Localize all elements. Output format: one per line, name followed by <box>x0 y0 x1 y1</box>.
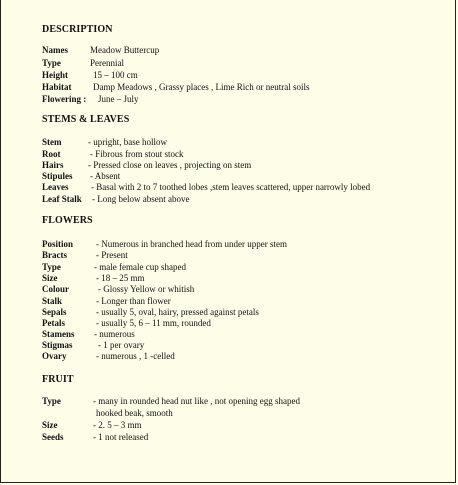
flowers-value: - Longer than flower <box>96 296 171 306</box>
description-value: 15 – 100 cm <box>93 70 138 80</box>
fruit-value: - 1 not released <box>93 432 149 442</box>
flowers-value: - 18 – 25 mm <box>96 273 145 283</box>
description-value: Damp Meadows , Grassy places , Lime Rich or neutral soils <box>93 82 310 92</box>
stems-leaves-value: - Basal with 2 to 7 toothed lobes ,stem leaves scattered, upper narrowly lobed <box>91 182 371 192</box>
flowers-value: - Numerous in branched head from under upper stem <box>96 239 287 249</box>
description-key: Flowering : <box>42 94 87 104</box>
description-key: Names <box>42 45 68 55</box>
flowers-key: Stigmas <box>42 340 73 350</box>
stems-leaves-value: - Fibrous from stout stock <box>90 149 184 159</box>
flowers-value: - numerous <box>94 329 135 339</box>
flowers-key: Bracts <box>42 250 67 260</box>
description-key: Type <box>42 58 61 68</box>
stems-leaves-key: Stipules <box>42 171 73 181</box>
stems-leaves-value: - upright, base hollow <box>88 137 167 147</box>
flowers-key: Position <box>42 239 74 249</box>
stems-leaves-value: - Absent <box>90 171 121 181</box>
fruit-value-continued: hooked beak, smooth <box>96 408 173 418</box>
description-heading: DESCRIPTION <box>42 24 113 35</box>
stems-leaves-value: - Long below absent above <box>92 194 190 204</box>
stems-leaves-heading: STEMS & LEAVES <box>42 114 130 125</box>
flowers-value: - Present <box>96 250 128 260</box>
flowers-value: - numerous , 1 -celled <box>96 351 175 361</box>
flowers-key: Stamens <box>42 329 75 339</box>
flowers-value: - 1 per ovary <box>98 340 145 350</box>
fruit-value: - 2. 5 – 3 mm <box>93 420 142 430</box>
flowers-key: Size <box>42 273 58 283</box>
description-key: Height <box>42 70 68 80</box>
fruit-value: - many in rounded head nut like , not opening egg shaped <box>93 396 300 406</box>
description-value: Meadow Buttercup <box>90 45 160 55</box>
flowers-value: - Glossy Yellow or whitish <box>98 284 195 294</box>
flowers-key: Ovary <box>42 351 67 361</box>
flowers-key: Petals <box>42 318 65 328</box>
flowers-key: Colour <box>42 284 69 294</box>
flowers-key: Stalk <box>42 296 63 306</box>
stems-leaves-key: Root <box>42 149 61 159</box>
description-value: Perennial <box>90 58 124 68</box>
fruit-key: Size <box>42 420 58 430</box>
flowers-value: - usually 5, oval, hairy, pressed against petals <box>96 307 259 317</box>
fruit-key: Seeds <box>42 432 64 442</box>
stems-leaves-value: - Pressed close on leaves , projecting on stem <box>88 160 252 170</box>
flowers-value: - male female cup shaped <box>94 262 186 272</box>
flowers-value: - usually 5, 6 – 11 mm, rounded <box>96 318 211 328</box>
flowers-heading: FLOWERS <box>42 215 93 226</box>
description-value: June – July <box>98 94 139 104</box>
description-key: Habitat <box>42 82 72 92</box>
flowers-key: Sepals <box>42 307 67 317</box>
fruit-key: Type <box>42 396 61 406</box>
stems-leaves-key: Leaves <box>42 182 69 192</box>
stems-leaves-key: Hairs <box>42 160 64 170</box>
fruit-heading: FRUIT <box>42 374 74 385</box>
stems-leaves-key: Leaf Stalk <box>42 194 82 204</box>
stems-leaves-key: Stem <box>42 137 62 147</box>
flowers-key: Type <box>42 262 61 272</box>
